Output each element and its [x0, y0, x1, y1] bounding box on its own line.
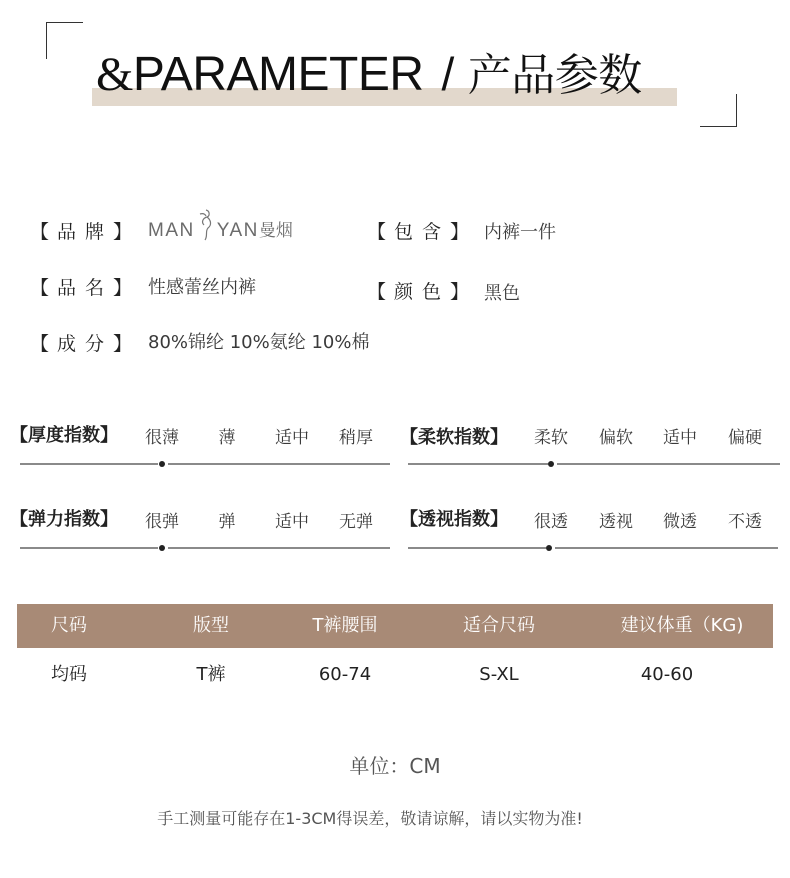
thickness-option: 适中 [275, 428, 309, 448]
softness-option: 适中 [663, 428, 697, 448]
table-header-cell: 建议体重（KG) [620, 615, 744, 636]
title-chinese: 产品参数 [467, 50, 642, 101]
elasticity-option: 很弹 [145, 512, 179, 532]
softness-option: 柔软 [534, 428, 568, 448]
thickness-index-label: 【厚度指数】 [10, 425, 118, 446]
thickness-option: 薄 [218, 428, 236, 448]
corner-bracket-bottom-right [700, 94, 737, 127]
page-title [96, 44, 642, 104]
elasticity-scale-line [20, 547, 158, 549]
transparency-option: 透视 [599, 512, 633, 532]
table-header-cell: 适合尺码 [463, 615, 535, 636]
elasticity-option: 无弹 [339, 512, 373, 532]
table-cell: T裤 [196, 664, 226, 685]
brand-figure-icon [196, 208, 216, 242]
name-label: 【 品名】 [30, 277, 135, 299]
material-value: 80%锦纶 10%氨纶 10%棉 [148, 332, 370, 353]
table-cell: 60-74 [318, 664, 372, 685]
transparency-option: 微透 [663, 512, 697, 532]
thickness-option: 很薄 [145, 428, 179, 448]
thickness-option: 稍厚 [339, 428, 373, 448]
material-label: 【 成分】 [30, 333, 135, 355]
transparency-option: 很透 [534, 512, 568, 532]
contains-value: 内裤一件 [484, 222, 556, 243]
thickness-scale-line [168, 463, 390, 465]
softness-indicator-dot [548, 461, 554, 467]
elasticity-indicator-dot [159, 545, 165, 551]
table-cell: S-XL [479, 664, 519, 685]
brand-logo: MAN YAN曼烟 [148, 216, 293, 242]
transparency-option: 不透 [728, 512, 762, 532]
color-value: 黑色 [484, 283, 520, 304]
title-english: PARAMETER [132, 48, 424, 101]
transparency-scale-line [408, 547, 546, 549]
softness-option: 偏硬 [728, 428, 762, 448]
transparency-indicator-dot [546, 545, 552, 551]
elasticity-option: 适中 [275, 512, 309, 532]
contains-label: 【 包含】 [367, 221, 472, 243]
table-header-cell: 尺码 [51, 615, 87, 636]
elasticity-scale-line [168, 547, 390, 549]
table-header-cell: 版型 [193, 615, 229, 636]
brand-label: 【 品牌】 [30, 221, 135, 243]
softness-scale-line [408, 463, 548, 465]
softness-index-label: 【柔软指数】 [400, 427, 508, 448]
title-ampersand: & [96, 48, 133, 101]
thickness-indicator-dot [159, 461, 165, 467]
table-cell: 均码 [51, 664, 87, 685]
name-value: 性感蕾丝内裤 [148, 277, 256, 298]
color-label: 【 颜色】 [367, 281, 472, 303]
corner-bracket-top-left [46, 22, 83, 59]
softness-option: 偏软 [599, 428, 633, 448]
table-header-cell: T裤腰围 [312, 615, 378, 636]
transparency-scale-line [555, 547, 778, 549]
transparency-index-label: 【透视指数】 [400, 509, 508, 530]
elasticity-option: 弹 [218, 512, 236, 532]
elasticity-index-label: 【弹力指数】 [10, 509, 118, 530]
title-slash: / [441, 48, 454, 100]
thickness-scale-line [20, 463, 158, 465]
measurement-note: 手工测量可能存在1-3CM得误差，敬请谅解，请以实物为准! [157, 809, 583, 828]
unit-label: 单位：CM [349, 754, 441, 778]
table-cell: 40-60 [640, 664, 694, 685]
softness-scale-line [557, 463, 780, 465]
